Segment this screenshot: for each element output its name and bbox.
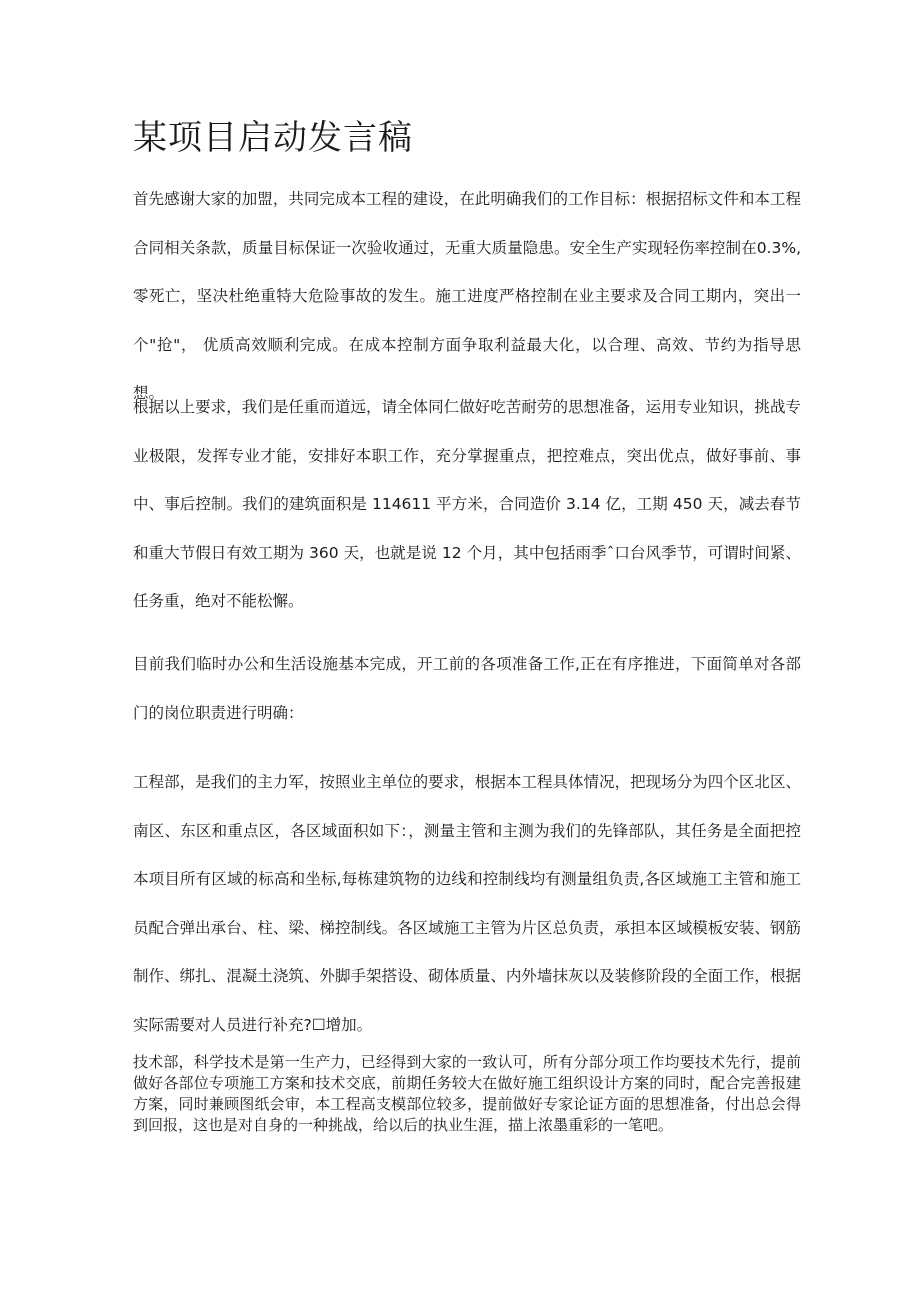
paragraph-engineering-dept: 工程部，是我们的主力军，按照业主单位的要求，根据本工程具体情况，把现场分为四个区北区、南区、东区和重点区，各区域面积如下：，测量主管和主测为我们的先锋部队，其任务是全面把控本项目所有区域的标高和坐标,每栋建筑物的边线和控制线均有测量组负责,各区域施工主管和施工员配合弹出承台、柱、梁、梯控制线。各区域施工主管为片区总负责，承担本区域模板安装、钢筋制作、绑扎、混凝土浇筑、外脚手架搭设、砌体质量、内外墙抹灰以及装修阶段的全面工作，根据实际需要对人员进行补充?☐增加。 <box>133 773 801 1034</box>
page-title: 某项目启动发言稿 <box>133 118 413 158</box>
paragraph-technical-dept: 技术部，科学技术是第一生产力，已经得到大家的一致认可，所有分部分项工作均要技术先行，提前做好各部位专项施工方案和技术交底，前期任务较大在做好施工组织设计方案的同时，配合完善报建方案，同时兼顾图纸会审，本工程高支模部位较多，提前做好专家论证方面的思想准备，付出总会得到回报，这也是对自身的一种挑战，给以后的执业生涯，描上浓墨重彩的一笔吧。 <box>133 1053 801 1134</box>
paragraph-goals: 首先感谢大家的加盟，共同完成本工程的建设，在此明确我们的工作目标：根据招标文件和本工程合同相关条款，质量目标保证一次验收通过，无重大质量隐患。安全生产实现轻伤率控制在0.3%,零死亡，坚决杜绝重特大危险事故的发生。施工进度严格控制在业主要求及合同工期内，突出一个"抢"， 优质高效顺利完成。在成本控制方面争取利益最大化，以合理、高效、节约为指导思想。 <box>133 190 801 402</box>
paragraph-preparation: 目前我们临时办公和生活设施基本完成，开工前的各项准备工作,正在有序推进，下面简单对各部门的岗位职责进行明确： <box>133 655 801 722</box>
paragraph-requirements: 根据以上要求，我们是任重而道远，请全体同仁做好吃苦耐劳的思想准备，运用专业知识，挑战专业极限，发挥专业才能，安排好本职工作，充分掌握重点，把控难点，突出优点，做好事前、事中、事后控制。我们的建筑面积是 114611 平方米，合同造价 3.14 亿，工期 450 天，减去春节和重大节假日有效工期为 360 天，也就是说 12 个月，其中包括雨季ˆ口台风季节，可谓时间紧、任务重，绝对不能松懈。 <box>133 398 801 610</box>
